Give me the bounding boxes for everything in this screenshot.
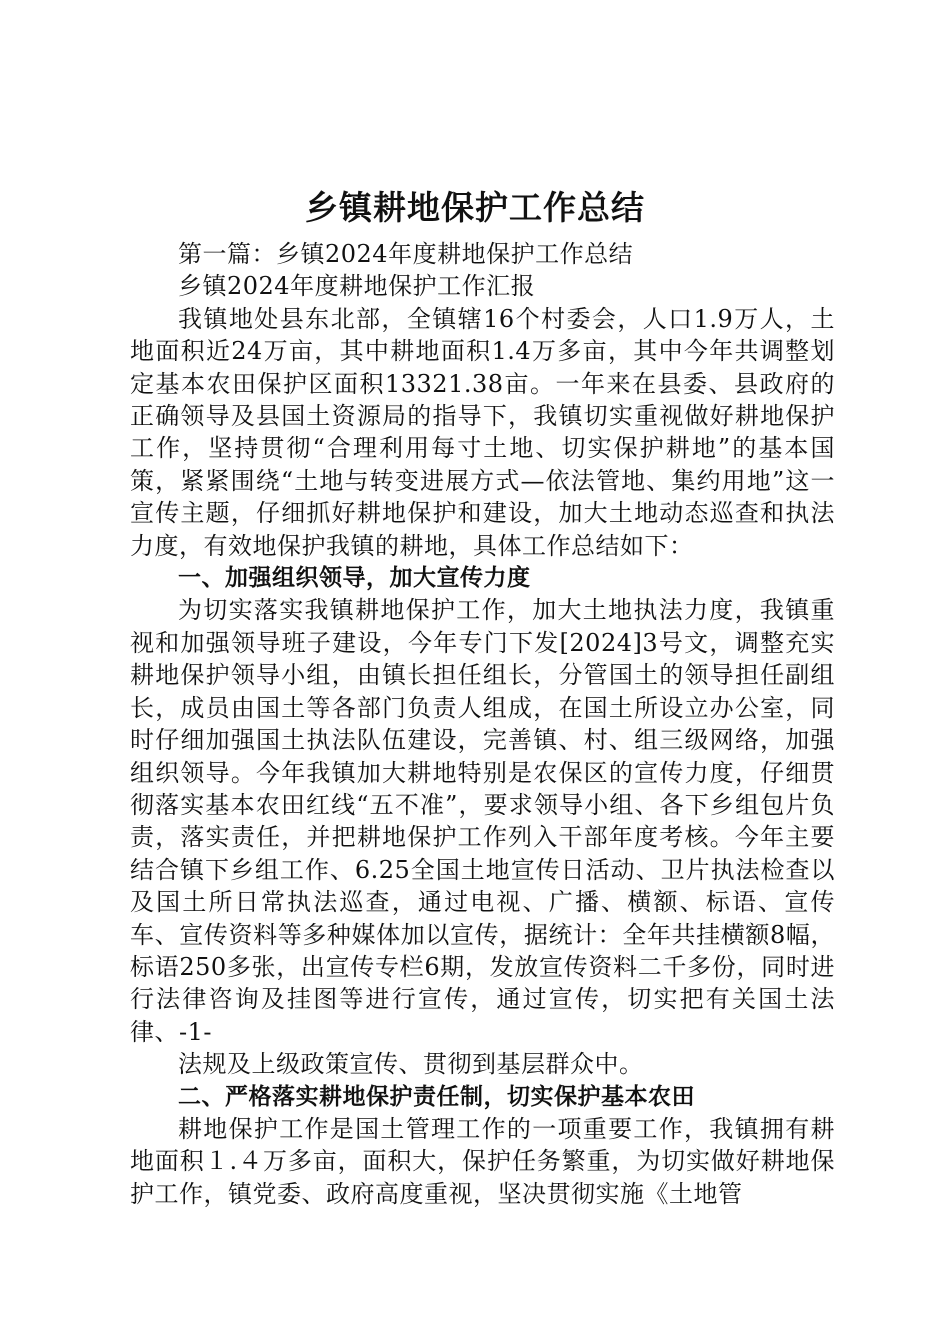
document-body <box>130 238 835 1210</box>
section-1-continuation: 法规及上级政策宣传、贯彻到基层群众中。 <box>178 1050 644 1079</box>
section-2-paragraph: 耕地保护工作是国土管理工作的一项重要工作，我镇拥有耕地面积１.４万多亩，面积大，保护任务繁重，为切实做好耕地保护工作，镇党委、政府高度重视，坚决贯彻实施《土地管 <box>130 1114 835 1208</box>
document-title: 乡镇耕地保护工作总结 <box>305 188 645 227</box>
section-1-heading: 一、加强组织领导，加大宣传力度 <box>178 565 531 592</box>
section-2-heading: 二、严格落实耕地保护责任制，切实保护基本农田 <box>178 1083 695 1110</box>
subtitle-line-2: 乡镇2024年度耕地保护工作汇报 <box>178 272 536 301</box>
subtitle-line-1: 第一篇：乡镇2024年度耕地保护工作总结 <box>178 240 634 268</box>
intro-paragraph: 我镇地处县东北部，全镇辖16个村委会，人口1.9万人，土地面积近24万亩，其中耕地面积1.4万多亩，其中今年共调整划定基本农田保护区面积13321.38亩。一年来在县委、县政府的正确领导及县国土资源局的指导下，我镇切实重视做好耕地保护工作，坚持贯彻“合理利用每寸土地、切实保护耕地”的基本国策，紧紧围绕“土地与转变进展方式—依法管地、集约用地”这一宣传主题，仔细抓好耕地保护和建设，加大土地动态巡查和执法力度，有效地保护我镇的耕地，具体工作总结如下： <box>130 304 835 560</box>
section-1-paragraph: 为切实落实我镇耕地保护工作，加大土地执法力度，我镇重视和加强领导班子建设，今年专门下发[2024]3号文，调整充实耕地保护领导小组，由镇长担任组长，分管国土的领导担任副组长，成员由国土等各部门负责人组成，在国土所设立办公室，同时仔细加强国土执法队伍建设，完善镇、村、组三级网络，加强组织领导。今年我镇加大耕地特别是农保区的宣传力度，仔细贯彻落实基本农田红线“五不准”，要求领导小组、各下乡组包片负责，落实责任，并把耕地保护工作列入干部年度考核。今年主要结合镇下乡组工作、6.25全国土地宣传日活动、卫片执法检查以及国土所日常执法巡查，通过电视、广播、横额、标语、宣传车、宣传资料等多种媒体加以宣传，据统计：全年共挂横额8幅，标语250多张，出宣传专栏6期，发放宣传资料二千多份，同时进行法律咨询及挂图等进行宣传，通过宣传，切实把有关国土法律、-1- <box>130 596 835 1046</box>
